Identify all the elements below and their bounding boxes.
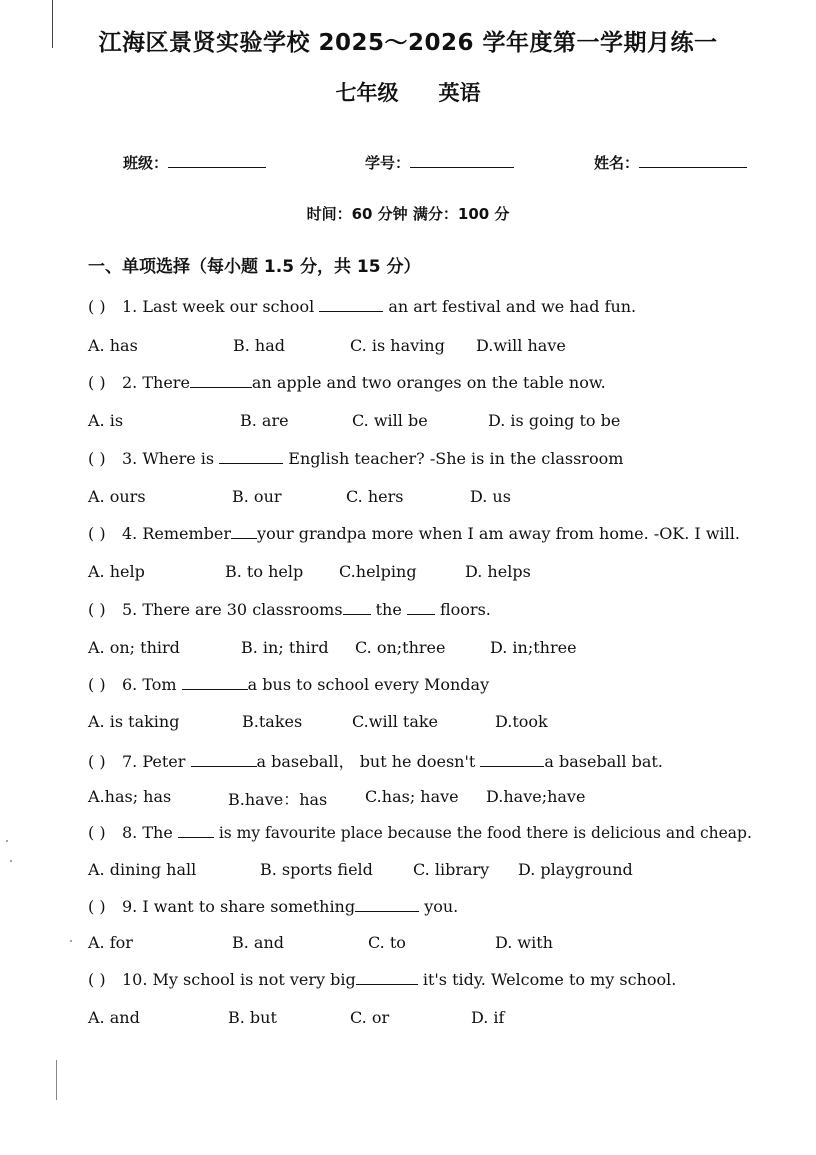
answer-parens[interactable]: ( ) xyxy=(88,297,106,316)
question-7 xyxy=(88,749,663,772)
option-a: A. is taking xyxy=(88,712,180,731)
option-a: A. and xyxy=(88,1008,140,1027)
question-text: 9. I want to share something xyxy=(122,897,356,916)
fill-blank xyxy=(178,825,214,838)
name-blank[interactable] xyxy=(639,153,747,168)
question-text: 6. Tom xyxy=(122,675,182,694)
option-c: C. is having xyxy=(350,336,445,355)
question-text-end: an art festival and we had fun. xyxy=(383,297,637,316)
option-c: C.helping xyxy=(339,562,417,581)
fill-blank-2 xyxy=(407,602,435,615)
question-text: 1. Last week our school xyxy=(122,297,320,316)
option-d: D. if xyxy=(471,1008,505,1027)
answer-parens[interactable]: ( ) xyxy=(88,449,106,468)
option-d: D. is going to be xyxy=(488,411,621,430)
question-text-end: a baseball bat. xyxy=(544,752,663,771)
option-a: A. on; third xyxy=(88,638,180,657)
answer-parens[interactable]: ( ) xyxy=(88,524,106,543)
option-c: C.will take xyxy=(352,712,439,731)
option-d: D. playground xyxy=(518,860,633,879)
option-d: D.will have xyxy=(476,336,566,355)
option-b: B. in; third xyxy=(241,638,329,657)
option-c: C. on;three xyxy=(355,638,446,657)
answer-parens[interactable]: ( ) xyxy=(88,823,106,842)
question-text: 5. There are 30 classrooms xyxy=(122,600,343,619)
question-text-mid: a baseball， but he doesn't xyxy=(256,752,481,771)
question-text: 4. Remember xyxy=(122,524,232,543)
answer-parens[interactable]: ( ) xyxy=(88,970,106,989)
class-field xyxy=(123,152,266,173)
answer-parens[interactable]: ( ) xyxy=(88,373,106,392)
name-label: 姓名： xyxy=(594,154,640,172)
question-6 xyxy=(88,675,489,694)
name-field xyxy=(594,152,747,173)
question-text-end: you. xyxy=(419,897,459,916)
number-blank[interactable] xyxy=(410,153,514,168)
fill-blank xyxy=(355,899,419,912)
answer-parens[interactable]: ( ) xyxy=(88,675,106,694)
option-a: A. dining hall xyxy=(88,860,197,879)
question-text-end: floors. xyxy=(434,600,491,619)
option-d: D. helps xyxy=(465,562,531,581)
option-c: C. hers xyxy=(346,487,404,506)
question-10 xyxy=(88,970,676,989)
answer-parens[interactable]: ( ) xyxy=(88,752,106,771)
fill-blank xyxy=(231,526,257,539)
question-text-end: is my favourite place because the food there is delicious and cheap. xyxy=(213,824,752,842)
fill-blank xyxy=(356,972,418,985)
answer-parens[interactable]: ( ) xyxy=(88,897,106,916)
question-text: 10. My school is not very big xyxy=(122,970,356,989)
option-d: D.took xyxy=(495,712,548,731)
number-field xyxy=(365,152,514,173)
option-c: C.has; have xyxy=(365,787,459,806)
exam-title: 江海区景贤实验学校 2025～2026 学年度第一学期月练一 xyxy=(98,30,718,56)
question-3 xyxy=(88,449,623,468)
question-4 xyxy=(88,524,740,543)
option-b: B. are xyxy=(240,411,289,430)
option-b: B.have：has xyxy=(228,790,328,809)
option-c: C. or xyxy=(350,1008,390,1027)
option-b: B. our xyxy=(232,487,282,506)
option-b: B. to help xyxy=(225,562,304,581)
option-a: A. for xyxy=(88,933,133,952)
option-d: D.have;have xyxy=(486,787,586,806)
question-text-end: your grandpa more when I am away from home. -OK. I will. xyxy=(257,524,740,543)
fill-blank xyxy=(219,451,283,464)
binding-line-lower xyxy=(56,1060,57,1100)
option-c: C. library xyxy=(413,860,490,879)
fill-blank xyxy=(343,602,371,615)
option-c: C. to xyxy=(368,933,406,952)
exam-time-score: 时间：60 分钟 满分：100 分 xyxy=(306,205,510,223)
question-text: 2. There xyxy=(122,373,190,392)
question-text-end: a bus to school every Monday xyxy=(247,675,490,694)
fill-blank xyxy=(319,299,383,312)
option-d: D. in;three xyxy=(490,638,577,657)
option-b: B.takes xyxy=(242,712,303,731)
option-a: A. ours xyxy=(88,487,146,506)
option-b: B. and xyxy=(232,933,285,952)
option-b: B. had xyxy=(233,336,286,355)
option-d: D. with xyxy=(495,933,553,952)
question-text-end: an apple and two oranges on the table now. xyxy=(251,373,606,392)
option-c: C. will be xyxy=(352,411,428,430)
question-8 xyxy=(88,823,752,842)
number-label: 学号： xyxy=(365,154,411,172)
fill-blank-2 xyxy=(480,754,544,767)
option-b: B. sports field xyxy=(260,860,373,879)
subject-label: 英语 xyxy=(438,81,481,105)
fill-blank xyxy=(182,677,248,690)
section-heading: 一、单项选择（每小题 1.5 分，共 15 分） xyxy=(88,257,421,277)
question-text-mid: the xyxy=(370,600,407,619)
question-2 xyxy=(88,373,606,392)
option-a: A. has xyxy=(88,336,138,355)
fill-blank xyxy=(190,375,252,388)
option-d: D. us xyxy=(470,487,511,506)
question-5 xyxy=(88,600,491,619)
scan-speck xyxy=(70,940,72,942)
class-label: 班级： xyxy=(123,154,169,172)
answer-parens[interactable]: ( ) xyxy=(88,600,106,619)
scan-speck xyxy=(10,860,12,862)
question-9 xyxy=(88,897,458,916)
question-text: 7. Peter xyxy=(122,752,191,771)
class-blank[interactable] xyxy=(168,153,266,168)
scan-speck xyxy=(6,840,8,842)
grade-label: 七年级 xyxy=(335,81,399,105)
option-b: B. but xyxy=(228,1008,277,1027)
question-text: 8. The xyxy=(122,823,178,842)
fill-blank xyxy=(191,754,257,767)
question-text-end: it's tidy. Welcome to my school. xyxy=(417,970,677,989)
question-text: 3. Where is xyxy=(122,449,220,468)
question-1 xyxy=(88,297,636,316)
exam-subtitle xyxy=(0,77,816,107)
option-a: A. help xyxy=(88,562,145,581)
option-a: A. is xyxy=(88,411,124,430)
question-text-end: English teacher? -She is in the classroom xyxy=(283,449,624,468)
option-a: A.has; has xyxy=(88,787,172,806)
